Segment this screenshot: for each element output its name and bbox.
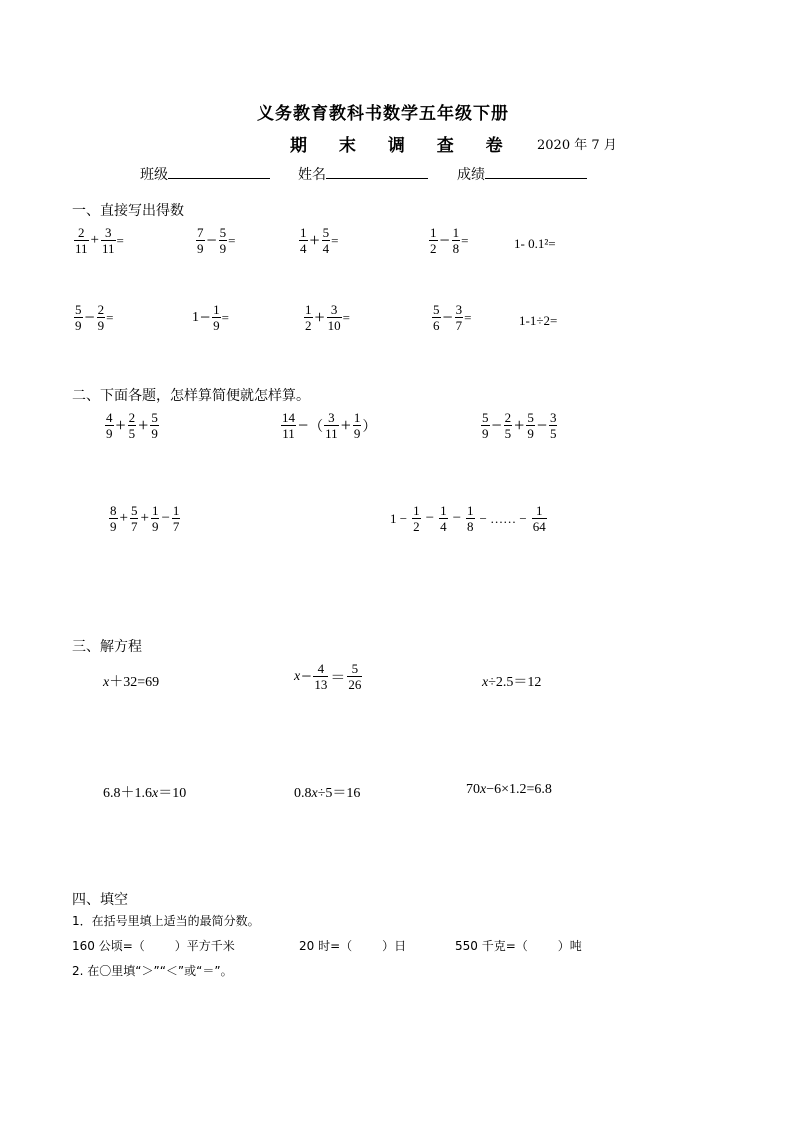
fraction: $\frac{5}{9}$ xyxy=(151,410,158,441)
fraction: $\frac{2}{5}$ xyxy=(504,410,512,441)
fraction: $\frac{1}{2}$ xyxy=(430,225,437,256)
fraction: $\frac{1}{9}$ xyxy=(353,410,361,441)
q1-item-3: 550 千克=（ ）吨 xyxy=(455,939,582,953)
section-3-title: 三、解方程 xyxy=(72,639,142,655)
q1-item-1: 160 公顷=（ ）平方千米 xyxy=(72,939,235,953)
question-1: 1．在括号里填上适当的最简分数。 xyxy=(72,914,260,928)
class-field[interactable] xyxy=(140,164,270,184)
s1-expr-2: $\frac{7}{9}$ − $\frac{5}{9}$ = xyxy=(197,225,236,256)
equation-6: 70x−6×1.2=6.8 xyxy=(466,782,552,797)
fraction: $\frac{3}{10}$ xyxy=(327,302,341,333)
fraction: $\frac{1}{2}$ xyxy=(413,503,420,534)
fraction: $\frac{5}{9}$ xyxy=(527,410,534,441)
fraction: $\frac{1}{4}$ xyxy=(440,503,447,534)
s2-expr-1: $\frac{4}{9}$ + $\frac{2}{5}$ + $\frac{5}{9}$ xyxy=(106,410,158,441)
fraction: $\frac{5}{9}$ xyxy=(75,302,82,333)
fraction: $\frac{2}{11}$ xyxy=(75,225,88,256)
fraction: $\frac{5}{4}$ xyxy=(322,225,330,256)
fraction: $\frac{2}{9}$ xyxy=(97,302,105,333)
score-field[interactable] xyxy=(457,164,587,184)
section-4-title: 四、填空 xyxy=(72,892,128,908)
fraction: $\frac{5}{7}$ xyxy=(130,503,138,534)
s1-expr-7: 1 − $\frac{1}{9}$ = xyxy=(192,302,229,333)
q1-item-2: 20 时=（ ）日 xyxy=(299,939,407,953)
name-blank[interactable] xyxy=(326,164,428,179)
fraction: $\frac{1}{9}$ xyxy=(151,503,159,534)
fraction: $\frac{8}{9}$ xyxy=(110,503,117,534)
fraction: $\frac{3}{7}$ xyxy=(455,302,463,333)
fraction: $\frac{4}{9}$ xyxy=(106,410,113,441)
s1-expr-5: 1- 0.1²= xyxy=(514,236,556,251)
fraction: $\frac{1}{9}$ xyxy=(213,302,220,333)
score-blank[interactable] xyxy=(485,164,587,179)
equation-2: x − $\frac{4}{13}$ ＝ $\frac{5}{26}$ xyxy=(294,661,362,692)
s1-expr-1: $\frac{2}{11}$ + $\frac{3}{11}$ = xyxy=(75,225,124,256)
class-blank[interactable] xyxy=(168,164,270,179)
s1-expr-8: $\frac{1}{2}$ + $\frac{3}{10}$ = xyxy=(305,302,350,333)
question-2: 2. 在〇里填“＞”“＜”或“＝”。 xyxy=(72,964,233,978)
document-subtitle: 期 末 调 查 卷 xyxy=(290,136,503,156)
equation-1: x＋32=69 xyxy=(103,675,160,690)
s1-expr-6: $\frac{5}{9}$ − $\frac{2}{9}$ = xyxy=(75,302,114,333)
s1-expr-4: $\frac{1}{2}$ − $\frac{1}{8}$ = xyxy=(430,225,469,256)
class-label: 班级 xyxy=(140,167,168,183)
document-title: 义务教育教科书数学五年级下册 xyxy=(257,104,509,124)
fraction: $\frac{5}{6}$ xyxy=(433,302,440,333)
s2-expr-4: $\frac{8}{9}$ + $\frac{5}{7}$ + $\frac{1}{9}$ − $\frac{1}{7}$ xyxy=(110,503,180,534)
fraction: $\frac{1}{8}$ xyxy=(452,225,460,256)
s1-expr-3: $\frac{1}{4}$ + $\frac{5}{4}$ = xyxy=(300,225,339,256)
section-1-title: 一、直接写出得数 xyxy=(72,203,184,219)
section-2-title: 二、下面各题，怎样算简便就怎样算。 xyxy=(72,388,310,404)
fraction: $\frac{5}{9}$ xyxy=(482,410,489,441)
s1-expr-9: $\frac{5}{6}$ − $\frac{3}{7}$ = xyxy=(433,302,472,333)
fraction: $\frac{3}{11}$ xyxy=(325,410,338,441)
fraction: $\frac{1}{4}$ xyxy=(300,225,307,256)
fraction: $\frac{1}{2}$ xyxy=(305,302,312,333)
fraction: $\frac{2}{5}$ xyxy=(128,410,136,441)
name-field[interactable] xyxy=(298,164,428,184)
document-date: 2020 年 7 月 xyxy=(537,138,617,153)
fraction: $\frac{3}{5}$ xyxy=(549,410,557,441)
fraction: $\frac{3}{11}$ xyxy=(102,225,115,256)
fraction: $\frac{5}{26}$ xyxy=(348,661,362,692)
fraction: $\frac{14}{11}$ xyxy=(282,410,295,441)
fraction: $\frac{5}{9}$ xyxy=(219,225,227,256)
equation-5: 0.8x÷5＝16 xyxy=(294,786,361,801)
score-label: 成绩 xyxy=(457,167,485,183)
s2-expr-2: $\frac{14}{11}$ − （ $\frac{3}{11}$ + $\frac{1}{9}$ ） xyxy=(282,410,377,441)
fraction: $\frac{1}{8}$ xyxy=(467,503,474,534)
equation-3: x÷2.5＝12 xyxy=(482,675,542,690)
fraction: $\frac{4}{13}$ xyxy=(314,661,328,692)
s2-expr-5: 1 − $\frac{1}{2}$ − $\frac{1}{4}$ − $\frac{1}{8}$ − …… − $\frac{1}{64}$ xyxy=(390,503,546,534)
fraction: $\frac{7}{9}$ xyxy=(197,225,204,256)
name-label: 姓名 xyxy=(298,167,326,183)
s1-expr-10: 1-1÷2= xyxy=(519,313,558,328)
fraction: $\frac{1}{64}$ xyxy=(532,503,546,534)
fraction: $\frac{1}{7}$ xyxy=(172,503,180,534)
s2-expr-3: $\frac{5}{9}$ − $\frac{2}{5}$ + $\frac{5}{9}$ − $\frac{3}{5}$ xyxy=(482,410,557,441)
equation-4: 6.8＋1.6x＝10 xyxy=(103,786,187,801)
